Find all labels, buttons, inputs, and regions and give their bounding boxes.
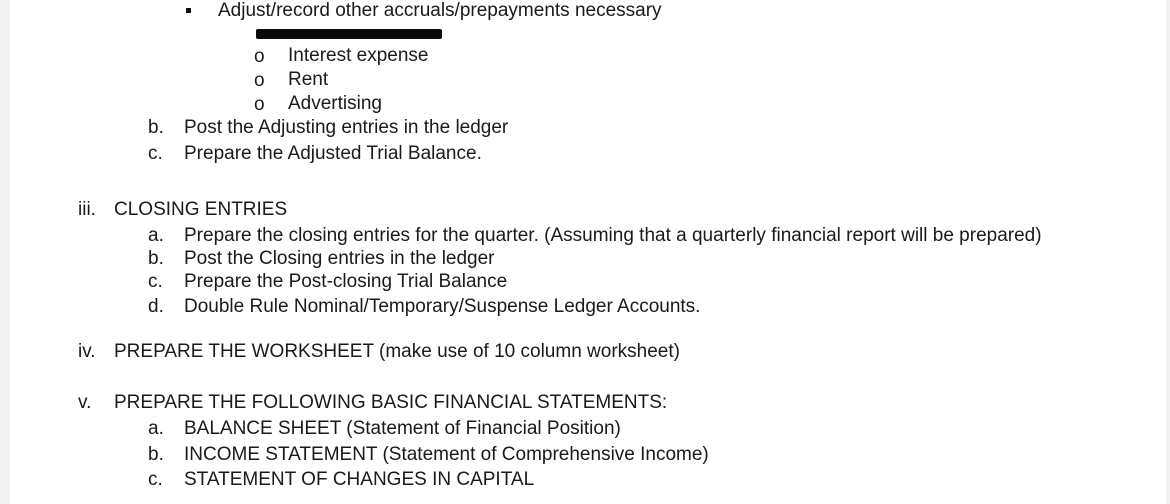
list-marker: b.	[148, 248, 164, 269]
list-marker: c.	[148, 271, 163, 292]
list-item: Prepare the Post-closing Trial Balance	[184, 271, 508, 292]
list-item: BALANCE SHEET (Statement of Financial Position)	[184, 418, 621, 439]
section-heading: PREPARE THE FOLLOWING BASIC FINANCIAL STATEMENTS:	[114, 392, 668, 413]
redaction-bar	[256, 29, 442, 39]
sub-item-text: Adjust/record other accruals/prepayments necessary	[218, 0, 662, 21]
list-item: Post the Closing entries in the ledger	[184, 248, 495, 269]
square-bullet-icon	[186, 8, 191, 13]
hollow-bullet-marker: o	[254, 94, 265, 115]
list-marker: d.	[148, 296, 164, 317]
bullet-item-rent: Rent	[288, 69, 329, 90]
bullet-item-interest: Interest expense	[288, 45, 429, 66]
hollow-bullet-marker: o	[254, 70, 265, 91]
list-marker: b.	[148, 117, 164, 138]
hollow-bullet-marker: o	[254, 46, 265, 67]
section-heading: CLOSING ENTRIES	[114, 199, 288, 220]
section-marker: iii.	[78, 199, 96, 220]
list-item: Double Rule Nominal/Temporary/Suspense Ledger Accounts.	[184, 296, 701, 317]
section-marker: v.	[78, 392, 92, 413]
list-marker: a.	[148, 225, 164, 246]
list-item: STATEMENT OF CHANGES IN CAPITAL	[184, 469, 535, 490]
list-item: Prepare the Adjusted Trial Balance.	[184, 143, 482, 164]
list-item: Post the Adjusting entries in the ledger	[184, 117, 509, 138]
list-marker: c.	[148, 469, 163, 490]
section-marker: iv.	[78, 341, 96, 362]
bullet-item-advertising: Advertising	[288, 93, 382, 114]
list-marker: a.	[148, 418, 164, 439]
document-page	[10, 0, 1166, 504]
list-item: Prepare the closing entries for the quarter. (Assuming that a quarterly financial report will be prepared)	[184, 225, 1042, 246]
list-item: INCOME STATEMENT (Statement of Comprehensive Income)	[184, 444, 709, 465]
list-marker: c.	[148, 143, 163, 164]
section-heading: PREPARE THE WORKSHEET (make use of 10 column worksheet)	[114, 341, 680, 362]
list-marker: b.	[148, 444, 164, 465]
